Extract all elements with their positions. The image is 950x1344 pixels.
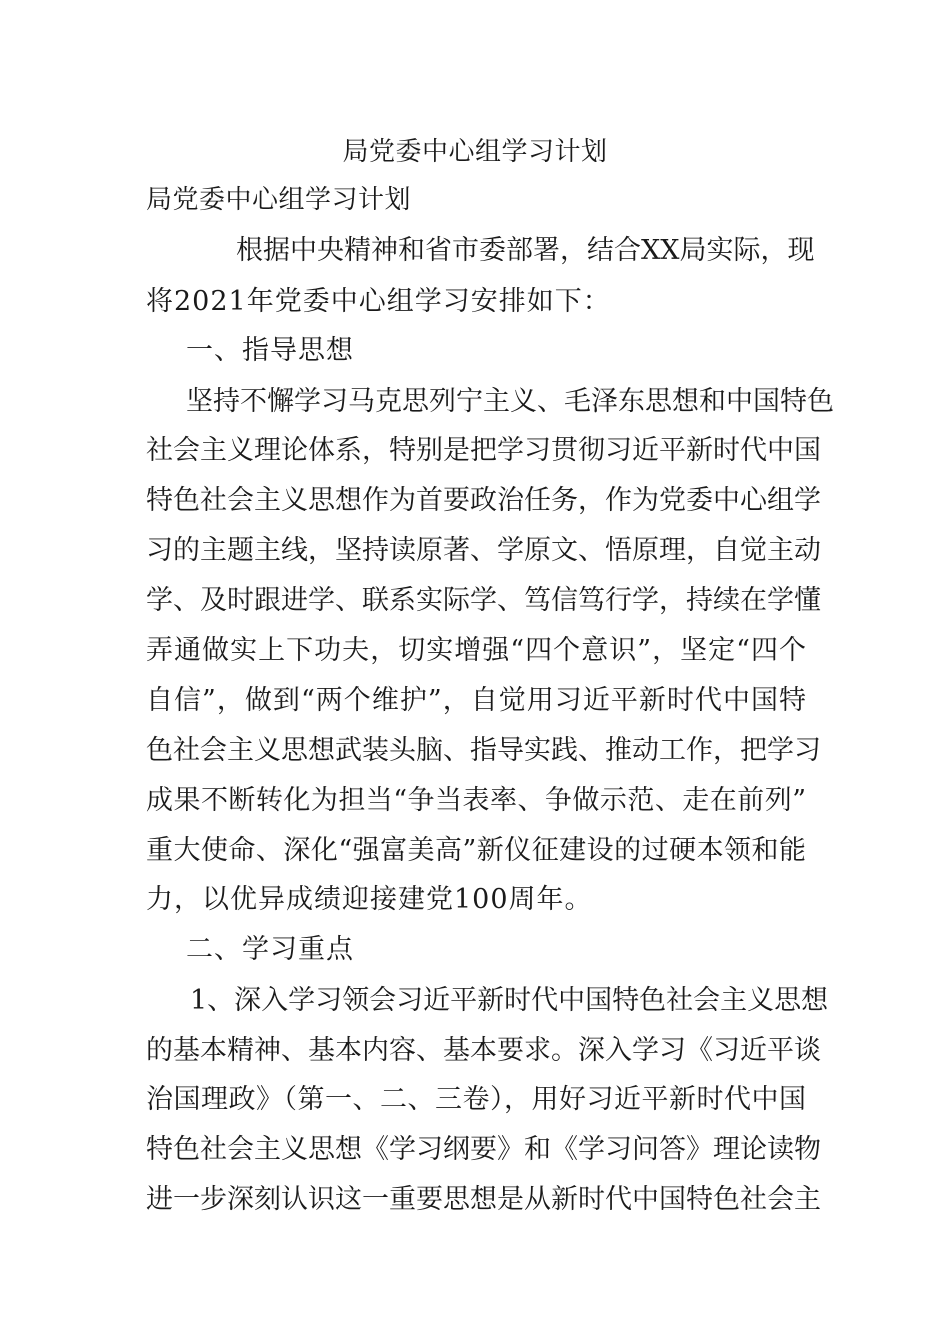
paragraph-line: 治国理政》（第一、二、三卷），用好习近平新时代中国	[146, 1084, 806, 1115]
paragraph-line: 重大使命、深化“强富美高”新仪征建设的过硬本领和能	[146, 835, 806, 866]
section-heading: 一、指导思想	[186, 335, 354, 366]
paragraph-line: 色社会主义思想武装头脑、指导实践、推动工作，把学习	[146, 735, 821, 766]
paragraph-line: 进一步深刻认识这一重要思想是从新时代中国特色社会主	[146, 1184, 821, 1215]
document-subtitle: 局党委中心组学习计划	[146, 185, 412, 215]
paragraph-line: 学、及时跟进学、联系实际学、笃信笃行学，持续在学懂	[146, 585, 821, 616]
paragraph-line: 弄通做实上下功夫，切实增强“四个意识”，坚定“四个	[146, 635, 806, 666]
paragraph-line: 特色社会主义思想作为首要政治任务，作为党委中心组学	[146, 485, 821, 516]
paragraph-line: 特色社会主义思想《学习纲要》和《学习问答》理论读物	[146, 1134, 821, 1165]
document-title: 局党委中心组学习计划	[342, 137, 608, 167]
paragraph-line: 力，以优异成绩迎接建党100周年。	[146, 884, 593, 915]
paragraph-line: 坚持不懈学习马克思列宁主义、毛泽东思想和中国特色	[186, 386, 834, 417]
paragraph-line: 社会主义理论体系，特别是把学习贯彻习近平新时代中国	[146, 435, 821, 466]
section-heading: 二、学习重点	[186, 934, 354, 965]
paragraph-line: 自信”，做到“两个维护”，自觉用习近平新时代中国特	[146, 685, 806, 716]
paragraph-line: 习的主题主线，坚持读原著、学原文、悟原理，自觉主动	[146, 535, 821, 566]
paragraph-line: 的基本精神、基本内容、基本要求。深入学习《习近平谈	[146, 1035, 821, 1066]
paragraph-line: 根据中央精神和省市委部署，结合XX局实际，现	[236, 235, 815, 266]
paragraph-line: 1、深入学习领会习近平新时代中国特色社会主义思想	[190, 985, 829, 1016]
paragraph-line: 成果不断转化为担当“争当表率、争做示范、走在前列”	[146, 785, 806, 816]
paragraph-line: 将2021年党委中心组学习安排如下：	[146, 286, 611, 317]
